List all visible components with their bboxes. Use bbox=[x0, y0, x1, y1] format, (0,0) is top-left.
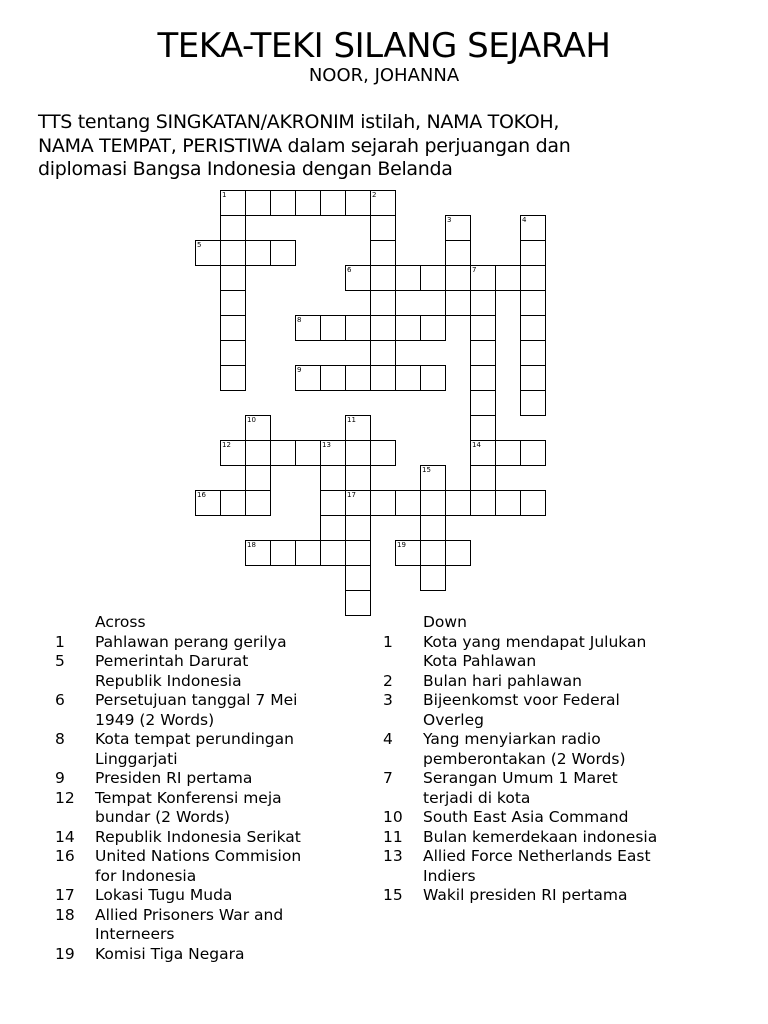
grid-cell[interactable] bbox=[520, 240, 546, 266]
grid-cell[interactable] bbox=[295, 190, 321, 216]
clue-text: terjadi di kota bbox=[423, 788, 531, 807]
across-clue bbox=[55, 633, 395, 653]
down-clue bbox=[383, 886, 723, 906]
grid-cell[interactable] bbox=[520, 440, 546, 466]
grid-cell[interactable] bbox=[470, 465, 496, 491]
grid-cell[interactable] bbox=[420, 465, 446, 491]
clue-number: 4 bbox=[522, 216, 527, 224]
worksheet-title: TEKA-TEKI SILANG SEJARAH bbox=[157, 26, 611, 66]
grid-cell[interactable] bbox=[395, 490, 421, 516]
clue-text: Bijeenkomst voor Federal bbox=[423, 691, 620, 709]
grid-cell[interactable] bbox=[420, 315, 446, 341]
grid-cell[interactable] bbox=[220, 490, 246, 516]
across-clue bbox=[55, 945, 395, 965]
intro-line: diplomasi Bangsa Indonesia dengan Belanda bbox=[38, 158, 453, 180]
clue-number: 2 bbox=[383, 671, 393, 690]
across-clue bbox=[55, 906, 395, 945]
clue-number: 16 bbox=[55, 847, 75, 865]
clue-number: 12 bbox=[222, 441, 231, 449]
down-clue bbox=[383, 691, 723, 730]
grid-cell[interactable] bbox=[370, 340, 396, 366]
clue-number: 14 bbox=[472, 441, 481, 449]
down-heading: Down bbox=[423, 613, 467, 631]
grid-cell[interactable] bbox=[445, 215, 471, 241]
grid-cell[interactable] bbox=[295, 315, 321, 341]
clue-number: 15 bbox=[422, 466, 431, 474]
grid-cell[interactable] bbox=[495, 490, 521, 516]
clue-number: 1 bbox=[222, 191, 227, 199]
grid-cell[interactable] bbox=[295, 540, 321, 566]
intro-line: TTS tentang SINGKATAN/AKRONIM istilah, NAMA TOKOH, bbox=[38, 111, 560, 133]
grid-cell[interactable] bbox=[395, 315, 421, 341]
grid-cell[interactable] bbox=[470, 390, 496, 416]
grid-cell[interactable] bbox=[220, 440, 246, 466]
clue-text: Serangan Umum 1 Maret bbox=[423, 769, 618, 787]
across-heading: Across bbox=[95, 613, 146, 631]
grid-cell[interactable] bbox=[220, 215, 246, 241]
clue-text: Yang menyiarkan radio bbox=[423, 730, 601, 748]
grid-cell[interactable] bbox=[520, 315, 546, 341]
down-clue bbox=[383, 769, 723, 808]
clue-text: Allied Prisoners War and bbox=[95, 905, 284, 924]
clue-number: 6 bbox=[55, 691, 65, 709]
grid-cell[interactable] bbox=[370, 315, 396, 341]
grid-cell[interactable] bbox=[320, 365, 346, 391]
grid-cell[interactable] bbox=[345, 490, 371, 516]
clue-number: 5 bbox=[55, 652, 65, 670]
clue-number: 11 bbox=[347, 416, 356, 424]
grid-cell[interactable] bbox=[345, 565, 371, 591]
clue-number: 1 bbox=[55, 632, 65, 651]
clue-number: 18 bbox=[55, 905, 75, 924]
down-clue bbox=[383, 847, 723, 886]
clue-number: 19 bbox=[397, 541, 406, 549]
grid-cell[interactable] bbox=[220, 365, 246, 391]
clue-text: Republik Indonesia bbox=[95, 671, 242, 690]
down-clue bbox=[383, 808, 723, 828]
clue-text: for Indonesia bbox=[95, 866, 197, 885]
grid-cell[interactable] bbox=[345, 190, 371, 216]
clue-text: Interneers bbox=[95, 925, 175, 943]
grid-cell[interactable] bbox=[195, 490, 221, 516]
author-name: NOOR, JOHANNA bbox=[308, 65, 460, 86]
grid-cell[interactable] bbox=[370, 365, 396, 391]
clue-text: United Nations Commision bbox=[95, 847, 302, 865]
down-clue bbox=[383, 672, 723, 692]
across-clue bbox=[55, 691, 395, 730]
across-clue bbox=[55, 789, 395, 828]
clue-number: 7 bbox=[383, 769, 393, 787]
across-clue bbox=[55, 652, 395, 691]
grid-cell[interactable] bbox=[345, 365, 371, 391]
grid-cell[interactable] bbox=[345, 265, 371, 291]
grid-cell[interactable] bbox=[470, 290, 496, 316]
clue-text: South East Asia Command bbox=[423, 808, 629, 826]
grid-cell[interactable] bbox=[320, 440, 346, 466]
down-clue bbox=[383, 828, 723, 848]
clue-number: 14 bbox=[55, 827, 75, 846]
clue-text: pemberontakan (2 Words) bbox=[423, 749, 626, 768]
grid-cell[interactable] bbox=[445, 240, 471, 266]
clue-text: Indiers bbox=[423, 866, 476, 885]
clue-text: 1949 (2 Words) bbox=[95, 710, 215, 729]
clue-number: 13 bbox=[322, 441, 331, 449]
grid-cell[interactable] bbox=[320, 315, 346, 341]
grid-cell[interactable] bbox=[370, 215, 396, 241]
clue-text: Persetujuan tanggal 7 Mei bbox=[95, 691, 298, 709]
grid-cell[interactable] bbox=[270, 190, 296, 216]
grid-cell[interactable] bbox=[220, 290, 246, 316]
grid-cell[interactable] bbox=[445, 540, 471, 566]
grid-cell[interactable] bbox=[220, 240, 246, 266]
grid-cell[interactable] bbox=[220, 315, 246, 341]
grid-cell[interactable] bbox=[520, 290, 546, 316]
grid-cell[interactable] bbox=[420, 565, 446, 591]
clue-text: Wakil presiden RI pertama bbox=[423, 886, 628, 904]
clue-text: Overleg bbox=[423, 710, 484, 729]
grid-cell[interactable] bbox=[245, 490, 271, 516]
grid-cell[interactable] bbox=[445, 265, 471, 291]
down-clues bbox=[383, 613, 723, 906]
grid-cell[interactable] bbox=[470, 340, 496, 366]
clue-number: 2 bbox=[372, 191, 377, 199]
clue-number: 5 bbox=[197, 241, 202, 249]
clue-text: Presiden RI pertama bbox=[95, 769, 253, 787]
clue-number: 16 bbox=[197, 491, 206, 499]
clue-text: Bulan kemerdekaan indonesia bbox=[423, 827, 658, 846]
grid-cell[interactable] bbox=[470, 440, 496, 466]
clue-number: 9 bbox=[297, 366, 302, 374]
grid-cell[interactable] bbox=[245, 415, 271, 441]
grid-cell[interactable] bbox=[270, 240, 296, 266]
grid-cell[interactable] bbox=[195, 240, 221, 266]
grid-cell[interactable] bbox=[220, 340, 246, 366]
grid-cell[interactable] bbox=[420, 515, 446, 541]
grid-cell[interactable] bbox=[320, 490, 346, 516]
clue-text: bundar (2 Words) bbox=[95, 808, 230, 826]
clue-text: Lokasi Tugu Muda bbox=[95, 886, 233, 904]
grid-cell[interactable] bbox=[420, 265, 446, 291]
clue-number: 13 bbox=[383, 847, 403, 865]
grid-cell[interactable] bbox=[270, 440, 296, 466]
grid-cell[interactable] bbox=[220, 190, 246, 216]
clue-number: 8 bbox=[297, 316, 302, 324]
clue-text: Pemerintah Darurat bbox=[95, 652, 249, 670]
down-clue bbox=[383, 730, 723, 769]
grid-cell[interactable] bbox=[320, 515, 346, 541]
grid-cell[interactable] bbox=[370, 265, 396, 291]
clue-text: Kota yang mendapat Julukan bbox=[423, 632, 647, 651]
clue-number: 3 bbox=[447, 216, 452, 224]
clue-number: 6 bbox=[347, 266, 352, 274]
across-clue bbox=[55, 828, 395, 848]
grid-cell[interactable] bbox=[520, 265, 546, 291]
grid-cell[interactable] bbox=[520, 365, 546, 391]
clue-number: 19 bbox=[55, 944, 75, 963]
grid-cell[interactable] bbox=[420, 540, 446, 566]
clue-text: Kota tempat perundingan bbox=[95, 730, 294, 748]
across-clue bbox=[55, 886, 395, 906]
grid-cell[interactable] bbox=[320, 540, 346, 566]
clue-number: 15 bbox=[383, 886, 403, 904]
grid-cell[interactable] bbox=[245, 540, 271, 566]
intro-line: NAMA TEMPAT, PERISTIWA dalam sejarah perjuangan dan bbox=[38, 134, 571, 157]
across-clue bbox=[55, 769, 395, 789]
grid-cell[interactable] bbox=[370, 190, 396, 216]
grid-cell[interactable] bbox=[395, 365, 421, 391]
across-clues bbox=[55, 613, 395, 964]
grid-cell[interactable] bbox=[270, 540, 296, 566]
across-clue bbox=[55, 847, 395, 886]
clue-text: Linggarjati bbox=[95, 749, 178, 768]
clue-number: 10 bbox=[247, 416, 256, 424]
clue-text: Pahlawan perang gerilya bbox=[95, 632, 287, 651]
grid-cell[interactable] bbox=[395, 540, 421, 566]
grid-cell[interactable] bbox=[395, 265, 421, 291]
grid-cell[interactable] bbox=[470, 490, 496, 516]
clue-text: Allied Force Netherlands East bbox=[423, 847, 651, 865]
grid-cell[interactable] bbox=[345, 315, 371, 341]
grid-cell[interactable] bbox=[320, 190, 346, 216]
grid-cell[interactable] bbox=[520, 390, 546, 416]
grid-cell[interactable] bbox=[295, 365, 321, 391]
grid-cell[interactable] bbox=[345, 415, 371, 441]
grid-cell[interactable] bbox=[370, 240, 396, 266]
grid-cell[interactable] bbox=[245, 440, 271, 466]
grid-cell[interactable] bbox=[245, 190, 271, 216]
clue-number: 3 bbox=[383, 691, 393, 709]
grid-cell[interactable] bbox=[520, 490, 546, 516]
grid-cell[interactable] bbox=[245, 240, 271, 266]
clue-number: 11 bbox=[383, 827, 403, 846]
grid-cell[interactable] bbox=[520, 340, 546, 366]
grid-cell[interactable] bbox=[495, 265, 521, 291]
grid-cell[interactable] bbox=[470, 315, 496, 341]
grid-cell[interactable] bbox=[520, 215, 546, 241]
grid-cell[interactable] bbox=[245, 465, 271, 491]
grid-cell[interactable] bbox=[370, 440, 396, 466]
grid-cell[interactable] bbox=[420, 490, 446, 516]
down-clue bbox=[383, 633, 723, 672]
clue-text: Kota Pahlawan bbox=[423, 652, 537, 670]
clue-number: 7 bbox=[472, 266, 477, 274]
grid-cell[interactable] bbox=[345, 540, 371, 566]
across-clue bbox=[55, 730, 395, 769]
grid-cell[interactable] bbox=[295, 440, 321, 466]
grid-cell[interactable] bbox=[345, 515, 371, 541]
clue-number: 18 bbox=[247, 541, 256, 549]
grid-cell[interactable] bbox=[370, 290, 396, 316]
clue-number: 10 bbox=[383, 808, 403, 826]
grid-cell[interactable] bbox=[420, 365, 446, 391]
grid-cell[interactable] bbox=[470, 365, 496, 391]
clue-number: 17 bbox=[347, 491, 356, 499]
grid-cell[interactable] bbox=[345, 465, 371, 491]
grid-cell[interactable] bbox=[220, 265, 246, 291]
grid-cell[interactable] bbox=[345, 440, 371, 466]
clue-number: 4 bbox=[383, 730, 393, 748]
grid-cell[interactable] bbox=[445, 490, 471, 516]
grid-cell[interactable] bbox=[370, 490, 396, 516]
grid-cell[interactable] bbox=[470, 265, 496, 291]
grid-cell[interactable] bbox=[445, 290, 471, 316]
clue-text: Republik Indonesia Serikat bbox=[95, 827, 301, 846]
clue-number: 17 bbox=[55, 886, 75, 904]
clue-number: 9 bbox=[55, 769, 65, 787]
grid-cell[interactable] bbox=[495, 440, 521, 466]
grid-cell[interactable] bbox=[470, 415, 496, 441]
clue-number: 8 bbox=[55, 730, 65, 748]
clue-text: Tempat Konferensi meja bbox=[95, 788, 282, 807]
grid-cell[interactable] bbox=[320, 465, 346, 491]
clue-text: Bulan hari pahlawan bbox=[423, 671, 582, 690]
clue-number: 1 bbox=[383, 632, 393, 651]
clue-number: 12 bbox=[55, 788, 75, 807]
clue-text: Komisi Tiga Negara bbox=[95, 944, 245, 963]
